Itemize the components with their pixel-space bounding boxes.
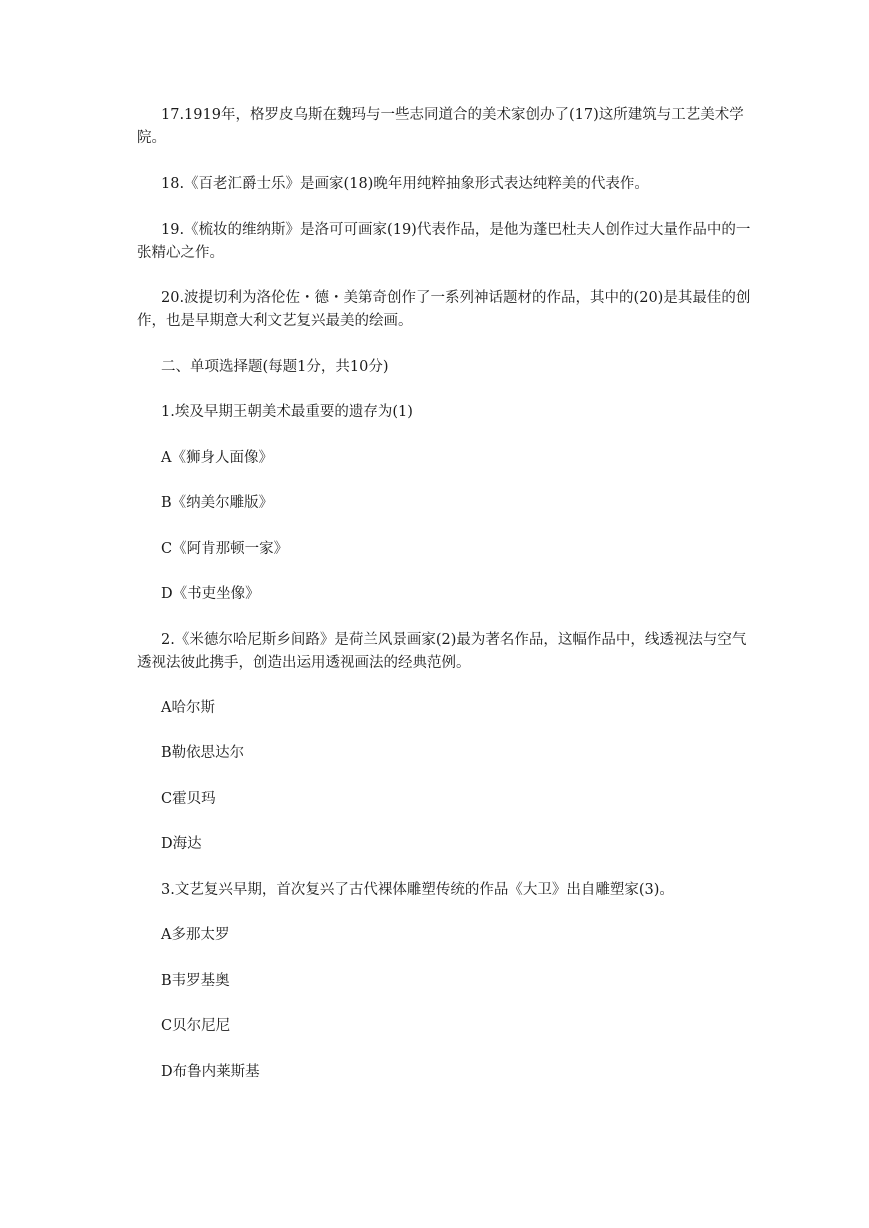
question-2-option-a: A哈尔斯 (161, 700, 215, 716)
fill-in-question-20 (137, 287, 751, 333)
question-18-text: 18.《百老汇爵士乐》是画家(18)晚年用纯粹抽象形式表达纯粹美的代表作。 (161, 176, 649, 192)
question-3-option-c: C贝尔尼尼 (161, 1018, 231, 1034)
question-3-text: 3.文艺复兴早期，首次复兴了古代裸体雕塑传统的作品《大卫》出自雕塑家(3)。 (161, 882, 674, 898)
question-1-text: 1.埃及早期王朝美术最重要的遗存为(1) (161, 404, 413, 420)
question-1-option-a: A《狮身人面像》 (161, 450, 273, 466)
question-1-option-c: C《阿肯那顿一家》 (161, 541, 289, 557)
section-heading (137, 356, 751, 379)
question-2-stem (137, 629, 751, 675)
question-1-option-b: B《纳美尔雕版》 (161, 495, 274, 511)
fill-in-question-18 (137, 173, 751, 196)
question-2-option-d: D海达 (161, 836, 202, 852)
question-19-text: 19.《梳妆的维纳斯》是洛可可画家(19)代表作品，是他为蓬巴杜夫人创作过大量作品中的一张精心之作。 (137, 222, 751, 261)
question-1-stem (137, 401, 751, 424)
question-1-option-d: D《书吏坐像》 (161, 586, 260, 602)
fill-in-question-17 (137, 104, 751, 150)
question-2-option-b: B勒依思达尔 (161, 745, 245, 761)
fill-in-question-19 (137, 219, 751, 265)
question-3-option-d: D布鲁内莱斯基 (161, 1064, 260, 1080)
section-heading-text: 二、单项选择题(每题1分，共10分) (161, 359, 389, 375)
question-3-option-a: A多那太罗 (161, 927, 230, 943)
question-20-text: 20.波提切利为洛伦佐・德・美第奇创作了一系列神话题材的作品，其中的(20)是其最佳的创作，也是早期意大利文艺复兴最美的绘画。 (137, 290, 751, 329)
question-3-stem (137, 879, 751, 902)
question-3-option-b: B韦罗基奥 (161, 973, 230, 989)
question-17-text: 17.1919年，格罗皮乌斯在魏玛与一些志同道合的美术家创办了(17)这所建筑与工艺美术学院。 (137, 107, 744, 146)
question-2-text: 2.《米德尔哈尼斯乡间路》是荷兰风景画家(2)最为著名作品，这幅作品中，线透视法与空气透视法彼此携手，创造出运用透视画法的经典范例。 (137, 632, 747, 671)
question-2-option-c: C霍贝玛 (161, 791, 216, 807)
